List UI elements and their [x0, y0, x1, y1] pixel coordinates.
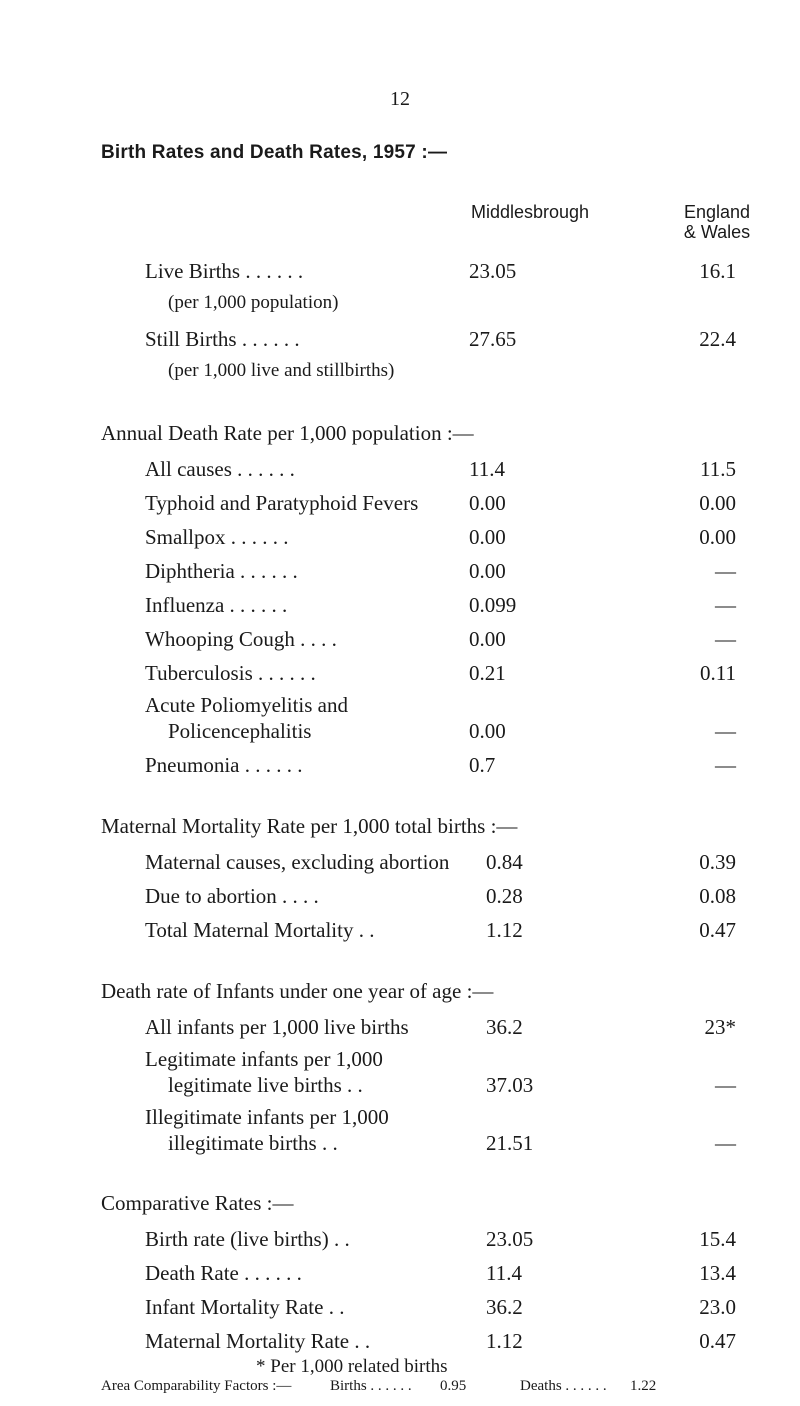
value-middlesbrough: 27.65	[469, 327, 517, 351]
table-row	[0, 590, 800, 620]
row-label: Legitimate infants per 1,000	[145, 1047, 383, 1071]
value-middlesbrough: 0.21	[469, 661, 506, 685]
value-middlesbrough: 23.05	[486, 1227, 534, 1251]
row-label: Due to abortion . . . .	[145, 884, 319, 908]
row-label: Maternal Mortality Rate . .	[145, 1329, 371, 1353]
row-label: Whooping Cough . . . .	[145, 627, 337, 651]
column-header-england-wales	[672, 202, 762, 242]
value-england-wales: 23.0	[699, 1295, 736, 1319]
section-heading-death-rate: Annual Death Rate per 1,000 population :—	[101, 421, 474, 445]
column-header-wales: & Wales	[683, 222, 751, 242]
value-middlesbrough: 1.12	[486, 1329, 523, 1353]
value-middlesbrough: 0.00	[469, 719, 506, 743]
page-title: Birth Rates and Death Rates, 1957 :—	[101, 142, 448, 163]
table-row	[0, 522, 800, 552]
row-label: Births . . . . . .	[330, 1378, 412, 1394]
value-england-wales: —	[715, 593, 736, 617]
section-heading-area-factors: Area Comparability Factors :—	[101, 1378, 292, 1394]
row-label: Typhoid and Paratyphoid Fevers	[145, 491, 419, 515]
table-row	[0, 454, 800, 484]
row-label: All causes . . . . . .	[145, 457, 295, 481]
table-row	[0, 881, 800, 911]
value-middlesbrough: 1.22	[630, 1378, 657, 1394]
section-heading-maternal: Maternal Mortality Rate per 1,000 total births :—	[101, 814, 518, 838]
row-label: Still Births . . . . . .	[145, 327, 300, 351]
column-header-middlesbrough: Middlesbrough	[470, 202, 590, 222]
value-england-wales: 13.4	[699, 1261, 736, 1285]
row-label: Birth rate (live births) . .	[145, 1227, 350, 1251]
row-label: All infants per 1,000 live births	[145, 1015, 409, 1039]
row-label: Tuberculosis . . . . . .	[145, 661, 316, 685]
value-england-wales: —	[715, 753, 736, 777]
section-heading-comparative: Comparative Rates :—	[101, 1191, 294, 1215]
table-row	[0, 1128, 800, 1158]
row-label: Policencephalitis	[168, 719, 312, 743]
row-label: Diphtheria . . . . . .	[145, 559, 298, 583]
value-england-wales: —	[715, 719, 736, 743]
value-middlesbrough: 0.00	[469, 627, 506, 651]
value-england-wales: 11.5	[700, 457, 736, 481]
value-england-wales: 0.00	[699, 525, 736, 549]
table-row	[0, 1224, 800, 1254]
row-label: illegitimate births . .	[168, 1131, 338, 1155]
section-heading-infants: Death rate of Infants under one year of age :—	[101, 979, 494, 1003]
value-middlesbrough: 36.2	[486, 1015, 523, 1039]
value-middlesbrough: 0.7	[469, 753, 496, 777]
table-row	[0, 1070, 800, 1100]
table-row	[0, 1376, 800, 1396]
row-note: (per 1,000 live and stillbirths)	[168, 360, 395, 381]
row-label: Smallpox . . . . . .	[145, 525, 289, 549]
row-label: Live Births . . . . . .	[145, 259, 304, 283]
value-england-wales: 22.4	[699, 327, 736, 351]
row-label: Maternal causes, excluding abortion	[145, 850, 450, 874]
table-row	[0, 1326, 800, 1356]
table-row	[0, 1258, 800, 1288]
value-england-wales: —	[715, 1131, 736, 1155]
value-middlesbrough: 36.2	[486, 1295, 523, 1319]
value-england-wales: 0.47	[699, 1329, 736, 1353]
row-label: Deaths . . . . . .	[520, 1378, 607, 1394]
value-england-wales: —	[715, 627, 736, 651]
row-label: Acute Poliomyelitis and	[145, 693, 348, 717]
table-row	[0, 847, 800, 877]
value-middlesbrough: 0.099	[469, 593, 517, 617]
row-note: (per 1,000 population)	[168, 292, 339, 313]
value-middlesbrough: 37.03	[486, 1073, 534, 1097]
value-middlesbrough: 11.4	[469, 457, 505, 481]
value-england-wales: 0.11	[700, 661, 736, 685]
table-row	[0, 1012, 800, 1042]
value-middlesbrough: 1.12	[486, 918, 523, 942]
value-england-wales: 16.1	[699, 259, 736, 283]
table-row	[0, 915, 800, 945]
value-middlesbrough: 21.51	[486, 1131, 534, 1155]
page-number: 12	[390, 88, 410, 110]
value-england-wales: 0.39	[699, 850, 736, 874]
row-label: Illegitimate infants per 1,000	[145, 1105, 389, 1129]
value-middlesbrough: 23.05	[469, 259, 517, 283]
value-middlesbrough: 11.4	[486, 1261, 522, 1285]
row-label: Death Rate . . . . . .	[145, 1261, 302, 1285]
value-middlesbrough: 0.84	[486, 850, 523, 874]
value-middlesbrough: 0.28	[486, 884, 523, 908]
table-row-still-births	[0, 324, 800, 354]
value-middlesbrough: 0.95	[440, 1378, 467, 1394]
value-england-wales: 0.47	[699, 918, 736, 942]
row-label: Pneumonia . . . . . .	[145, 753, 303, 777]
table-row	[0, 1292, 800, 1322]
value-england-wales: 23*	[704, 1015, 736, 1039]
value-england-wales: 15.4	[699, 1227, 736, 1251]
value-middlesbrough: 0.00	[469, 559, 506, 583]
table-row	[0, 488, 800, 518]
row-label: Influenza . . . . . .	[145, 593, 288, 617]
value-middlesbrough: 0.00	[469, 525, 506, 549]
value-england-wales: —	[715, 1073, 736, 1097]
table-row-live-births	[0, 256, 800, 286]
value-england-wales: 0.08	[699, 884, 736, 908]
row-label: Infant Mortality Rate . .	[145, 1295, 345, 1319]
value-england-wales: 0.00	[699, 491, 736, 515]
value-middlesbrough: 0.00	[469, 491, 506, 515]
row-label: legitimate live births . .	[168, 1073, 363, 1097]
table-row	[0, 624, 800, 654]
table-row	[0, 716, 800, 746]
row-label: Total Maternal Mortality . .	[145, 918, 375, 942]
table-row	[0, 658, 800, 688]
value-england-wales: —	[715, 559, 736, 583]
column-header-england: England	[683, 202, 751, 222]
table-row	[0, 556, 800, 586]
footnote: * Per 1,000 related births	[256, 1356, 448, 1377]
table-row	[0, 750, 800, 780]
